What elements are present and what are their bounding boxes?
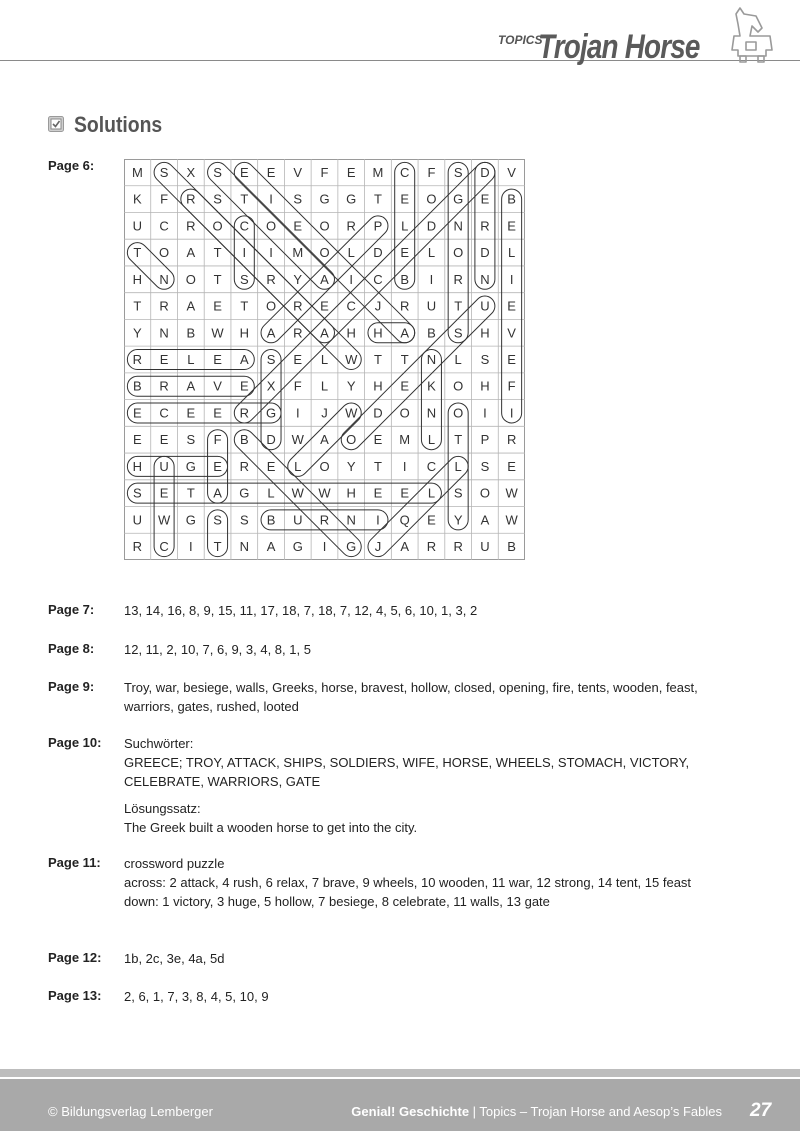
answer-line: 13, 14, 16, 8, 9, 15, 11, 17, 18, 7, 18, 7, 12, 4, 5, 6, 10, 1, 3, 2	[124, 603, 478, 618]
page6-label: Page 6:	[48, 158, 95, 173]
grid-letter: V	[213, 378, 222, 394]
grid-letter: E	[213, 298, 222, 314]
grid-letter: T	[240, 191, 249, 207]
grid-letter: A	[400, 325, 410, 341]
grid-letter: S	[293, 191, 303, 207]
grid-letter: R	[239, 458, 249, 474]
grid-letter: T	[240, 298, 249, 314]
grid-letter: N	[239, 539, 249, 555]
grid-letter: R	[132, 539, 143, 555]
grid-letter: F	[293, 378, 302, 394]
grid-letter: S	[239, 271, 249, 287]
answer-text	[124, 640, 734, 659]
footer-series	[351, 1104, 722, 1119]
grid-letter: E	[293, 218, 303, 234]
grid-letter: G	[346, 539, 357, 555]
grid-letter: X	[266, 378, 276, 394]
grid-letter: M	[131, 164, 143, 180]
grid-letter: H	[480, 325, 490, 341]
grid-letter: B	[507, 191, 516, 207]
grid-letter: R	[293, 325, 303, 341]
grid-letter: R	[319, 512, 330, 528]
grid-letter: V	[507, 164, 516, 180]
grid-letter: R	[400, 298, 410, 314]
grid-letter: V	[293, 164, 303, 180]
grid-letter: N	[426, 405, 437, 421]
grid-letter: D	[426, 218, 437, 234]
grid-letter: I	[402, 458, 407, 474]
grid-letter: K	[427, 378, 436, 394]
section-title: Solutions	[74, 112, 163, 137]
grid-letter: A	[266, 539, 276, 555]
grid-letter: L	[427, 485, 436, 501]
grid-letter: C	[373, 271, 383, 287]
answer-label: Page 10:	[48, 735, 102, 750]
grid-letter: B	[507, 539, 516, 555]
grid-letter: Y	[293, 271, 303, 287]
grid-letter: L	[401, 218, 409, 234]
grid-letter: E	[400, 378, 410, 394]
grid-letter: S	[453, 325, 463, 341]
grid-letter: X	[186, 164, 196, 180]
grid-letter: E	[507, 298, 516, 314]
answer-line: down: 1 victory, 3 huge, 5 hollow, 7 besiege, 8 celebrate, 11 walls, 13 gate	[124, 894, 550, 909]
grid-letter: M	[372, 164, 384, 180]
answer-line: Lösungssatz:	[124, 801, 201, 816]
grid-letter: E	[213, 352, 222, 367]
grid-letter: O	[212, 218, 223, 234]
grid-letter: D	[266, 432, 276, 448]
grid-letter: R	[453, 539, 463, 555]
grid-letter: S	[213, 164, 222, 180]
grid-letter: E	[239, 378, 249, 394]
grid-letter: A	[266, 325, 276, 341]
grid-letter: G	[185, 512, 196, 528]
grid-letter: B	[400, 271, 410, 287]
grid-letter: H	[373, 325, 383, 341]
grid-letter: N	[480, 271, 490, 287]
grid-letter: O	[346, 432, 357, 448]
grid-letter: R	[266, 271, 276, 287]
answer-text	[124, 949, 734, 968]
grid-letter: E	[266, 458, 276, 474]
grid-letter: Y	[346, 378, 356, 394]
grid-letter: P	[373, 218, 383, 234]
grid-letter: M	[399, 432, 411, 448]
grid-letter: W	[505, 512, 518, 528]
grid-letter: R	[426, 539, 437, 555]
grid-letter: I	[269, 191, 273, 207]
grid-letter: I	[376, 512, 380, 528]
grid-letter: D	[480, 245, 490, 261]
grid-letter: U	[480, 539, 490, 555]
grid-letter: I	[483, 405, 487, 421]
answer-text	[124, 987, 734, 1006]
grid-letter: S	[480, 458, 490, 474]
grid-letter: E	[373, 485, 383, 501]
grid-letter: A	[186, 245, 196, 261]
grid-letter: I	[509, 271, 514, 287]
grid-letter: E	[346, 164, 356, 180]
grid-letter: U	[480, 298, 490, 314]
grid-letter: R	[506, 432, 517, 448]
grid-letter: G	[185, 458, 196, 474]
grid-letter: I	[509, 405, 514, 421]
grid-letter: E	[266, 164, 276, 180]
grid-letter: T	[133, 298, 142, 314]
grid-letter: S	[186, 432, 196, 448]
grid-letter: N	[426, 352, 437, 367]
grid-letter: A	[320, 325, 329, 341]
grid-letter: L	[320, 378, 329, 394]
grid-letter: E	[427, 512, 436, 528]
grid-letter: R	[453, 271, 463, 287]
grid-letter: T	[373, 191, 382, 207]
grid-letter: E	[186, 405, 196, 421]
answer-line: 2, 6, 1, 7, 3, 8, 4, 5, 10, 9	[124, 989, 269, 1004]
grid-letter: T	[213, 245, 222, 261]
answer-line: 1b, 2c, 3e, 4a, 5d	[124, 951, 225, 966]
page-footer	[0, 1069, 800, 1131]
grid-letter: E	[400, 245, 410, 261]
grid-letter: W	[211, 325, 224, 341]
grid-letter: U	[159, 458, 169, 474]
grid-letter: T	[400, 352, 409, 367]
grid-letter: U	[132, 512, 143, 528]
grid-letter: H	[346, 325, 356, 341]
grid-letter: B	[133, 378, 142, 394]
grid-letter: E	[507, 458, 516, 474]
grid-letter: S	[133, 485, 142, 501]
grid-letter: T	[213, 539, 222, 555]
page-number: 27	[750, 1100, 772, 1121]
grid-letter: I	[322, 539, 327, 555]
grid-letter: T	[213, 271, 222, 287]
grid-letter: A	[320, 432, 329, 448]
grid-letter: L	[427, 245, 436, 261]
grid-letter: V	[507, 325, 516, 341]
grid-letter: T	[133, 245, 142, 261]
grid-letter: O	[453, 245, 464, 261]
answer-label: Page 8:	[48, 641, 95, 656]
grid-letter: F	[213, 432, 222, 448]
grid-letter: G	[453, 191, 464, 207]
answer-line: Troy, war, besiege, walls, Greeks, horse, bravest, hollow, closed, opening, fire, tents, wooden, feast, warriors, gates, rushed, looted	[124, 680, 698, 714]
grid-letter: F	[507, 378, 516, 394]
grid-letter: H	[132, 271, 143, 287]
grid-letter: L	[427, 432, 436, 448]
grid-letter: Q	[399, 512, 410, 528]
grid-letter: G	[265, 405, 277, 421]
grid-letter: F	[427, 164, 436, 180]
grid-letter: E	[400, 191, 410, 207]
grid-letter: A	[239, 352, 249, 367]
grid-letter: L	[347, 245, 355, 261]
grid-letter: T	[373, 352, 382, 367]
grid-letter: T	[186, 485, 195, 501]
grid-letter: E	[373, 432, 383, 448]
header-topics-label: TOPICS	[498, 33, 543, 47]
grid-letter: W	[505, 485, 518, 501]
answer-text	[124, 799, 734, 837]
grid-letter: H	[480, 378, 490, 394]
grid-letter: R	[186, 218, 196, 234]
grid-letter: L	[454, 458, 462, 474]
grid-letter: N	[453, 218, 463, 234]
grid-letter: S	[480, 352, 490, 367]
footer-copyright: © Bildungsverlag Lemberger	[48, 1104, 213, 1119]
grid-letter: G	[239, 485, 250, 501]
answer-text	[124, 678, 734, 716]
answer-line: crossword puzzle	[124, 856, 225, 871]
grid-letter: E	[480, 191, 490, 207]
grid-letter: G	[346, 191, 357, 207]
grid-letter: A	[186, 298, 196, 314]
grid-letter: L	[187, 352, 195, 367]
grid-letter: W	[157, 512, 171, 528]
grid-letter: E	[213, 405, 222, 421]
grid-letter: Y	[133, 325, 142, 341]
word-search-grid	[124, 159, 525, 560]
grid-letter: E	[159, 352, 169, 367]
grid-letter: O	[319, 245, 330, 261]
grid-letter: O	[399, 405, 410, 421]
grid-letter: S	[453, 485, 463, 501]
grid-letter: C	[159, 539, 169, 555]
grid-letter: W	[291, 432, 304, 448]
grid-letter: G	[292, 539, 303, 555]
grid-letter: H	[373, 378, 383, 394]
grid-letter: O	[453, 405, 464, 421]
grid-letter: N	[159, 325, 169, 341]
grid-letter: G	[319, 191, 330, 207]
grid-letter: E	[507, 352, 516, 367]
grid-letter: E	[159, 432, 169, 448]
grid-letter: W	[291, 485, 304, 501]
grid-letter: A	[480, 512, 490, 528]
grid-letter: N	[159, 271, 169, 287]
grid-letter: W	[345, 405, 358, 421]
grid-letter: R	[480, 218, 490, 234]
grid-letter: C	[400, 164, 410, 180]
grid-letter: E	[507, 218, 516, 234]
grid-letter: I	[349, 271, 354, 287]
grid-letter: C	[159, 218, 169, 234]
answer-text	[124, 734, 734, 791]
grid-letter: C	[426, 458, 437, 474]
grid-letter: E	[320, 298, 329, 314]
grid-letter: I	[429, 271, 434, 287]
grid-letter: T	[454, 432, 463, 448]
grid-letter: A	[320, 271, 329, 287]
grid-letter: T	[454, 298, 463, 314]
answer-text	[124, 601, 734, 620]
checkbox-icon	[48, 116, 64, 132]
grid-letter: N	[346, 512, 356, 528]
grid-letter: L	[294, 458, 302, 474]
grid-letter: C	[346, 298, 356, 314]
grid-letter: R	[239, 405, 249, 421]
grid-letter: A	[186, 378, 196, 394]
grid-letter: O	[453, 378, 464, 394]
answer-label: Page 13:	[48, 988, 102, 1003]
grid-letter: S	[239, 512, 249, 528]
grid-letter: T	[373, 458, 382, 474]
grid-letter: I	[189, 539, 193, 555]
grid-letter: C	[159, 405, 169, 421]
grid-letter: C	[239, 218, 249, 234]
grid-letter: O	[265, 218, 277, 234]
grid-letter: W	[318, 485, 331, 501]
answer-line: across: 2 attack, 4 rush, 6 relax, 7 brave, 9 wheels, 10 wooden, 11 war, 12 strong, 14 tent, 15 feast	[124, 875, 692, 890]
grid-letter: E	[159, 485, 169, 501]
grid-letter: E	[133, 432, 142, 448]
grid-letter: O	[185, 271, 196, 287]
grid-letter: I	[295, 405, 300, 421]
grid-letter: A	[213, 485, 222, 501]
grid-letter: B	[266, 512, 276, 528]
answer-line: Suchwörter:	[124, 736, 194, 751]
footer-series-bold: Genial! Geschichte	[351, 1104, 470, 1119]
answer-label: Page 7:	[48, 602, 95, 617]
grid-letter: L	[508, 245, 516, 261]
grid-letter: J	[374, 298, 382, 314]
grid-letter: R	[159, 378, 169, 394]
grid-letter: L	[454, 352, 462, 367]
grid-letter: S	[159, 164, 169, 180]
grid-letter: S	[453, 164, 463, 180]
answer-line: The Greek built a wooden horse to get into the city.	[124, 820, 418, 835]
answer-label: Page 9:	[48, 679, 95, 694]
grid-letter: M	[292, 245, 304, 261]
grid-letter: B	[239, 432, 249, 448]
grid-letter: R	[186, 191, 196, 207]
grid-letter: R	[346, 218, 356, 234]
page-header	[0, 0, 800, 70]
grid-letter: S	[266, 352, 276, 367]
grid-letter: Y	[453, 512, 463, 528]
grid-letter: K	[133, 191, 142, 207]
grid-letter: U	[293, 512, 303, 528]
grid-letter: L	[320, 352, 329, 367]
footer-series-rest: | Topics – Trojan Horse and Aesop’s Fables	[469, 1104, 722, 1119]
grid-letter: O	[479, 485, 490, 501]
grid-letter: O	[159, 245, 170, 261]
grid-letter: D	[373, 405, 383, 421]
grid-letter: B	[427, 325, 436, 341]
trojan-horse-icon	[726, 6, 776, 64]
grid-letter: S	[213, 512, 222, 528]
grid-letter: O	[319, 218, 330, 234]
grid-letter: W	[345, 352, 358, 367]
grid-letter: I	[269, 245, 273, 261]
grid-letter: O	[265, 298, 277, 314]
grid-letter: H	[132, 458, 143, 474]
grid-letter: F	[320, 164, 329, 180]
header-title: Trojan Horse	[538, 28, 700, 66]
grid-letter: S	[213, 191, 222, 207]
grid-letter: U	[132, 218, 143, 234]
answer-text	[124, 854, 734, 911]
grid-letter: R	[132, 352, 143, 367]
grid-letter: O	[426, 191, 437, 207]
grid-letter: P	[480, 432, 490, 448]
grid-letter: E	[213, 458, 222, 474]
grid-letter: L	[267, 485, 275, 501]
grid-letter: Y	[346, 458, 356, 474]
grid-letter: U	[426, 298, 437, 314]
grid-letter: B	[186, 325, 196, 341]
grid-letter: E	[239, 164, 249, 180]
grid-letter: E	[400, 485, 410, 501]
grid-letter: J	[374, 539, 382, 555]
grid-letter: R	[293, 298, 303, 314]
grid-letter: O	[319, 458, 330, 474]
grid-letter: H	[346, 485, 356, 501]
answer-label: Page 12:	[48, 950, 102, 965]
answer-label: Page 11:	[48, 855, 101, 870]
grid-letter: A	[400, 539, 410, 555]
grid-letter: J	[321, 405, 328, 421]
answer-line: GREECE; TROY, ATTACK, SHIPS, SOLDIERS, WIFE, HORSE, WHEELS, STOMACH, VICTORY, CELEBRATE, WARRIORS, GATE	[124, 755, 690, 789]
grid-letter: F	[160, 191, 169, 207]
grid-letter: D	[480, 164, 490, 180]
grid-letter: I	[242, 245, 247, 261]
grid-letter: D	[373, 245, 383, 261]
grid-letter: E	[293, 352, 303, 367]
answer-line: 12, 11, 2, 10, 7, 6, 9, 3, 4, 8, 1, 5	[124, 642, 311, 657]
grid-letter: H	[239, 325, 249, 341]
grid-letter: R	[159, 298, 169, 314]
grid-letter: E	[133, 405, 142, 421]
